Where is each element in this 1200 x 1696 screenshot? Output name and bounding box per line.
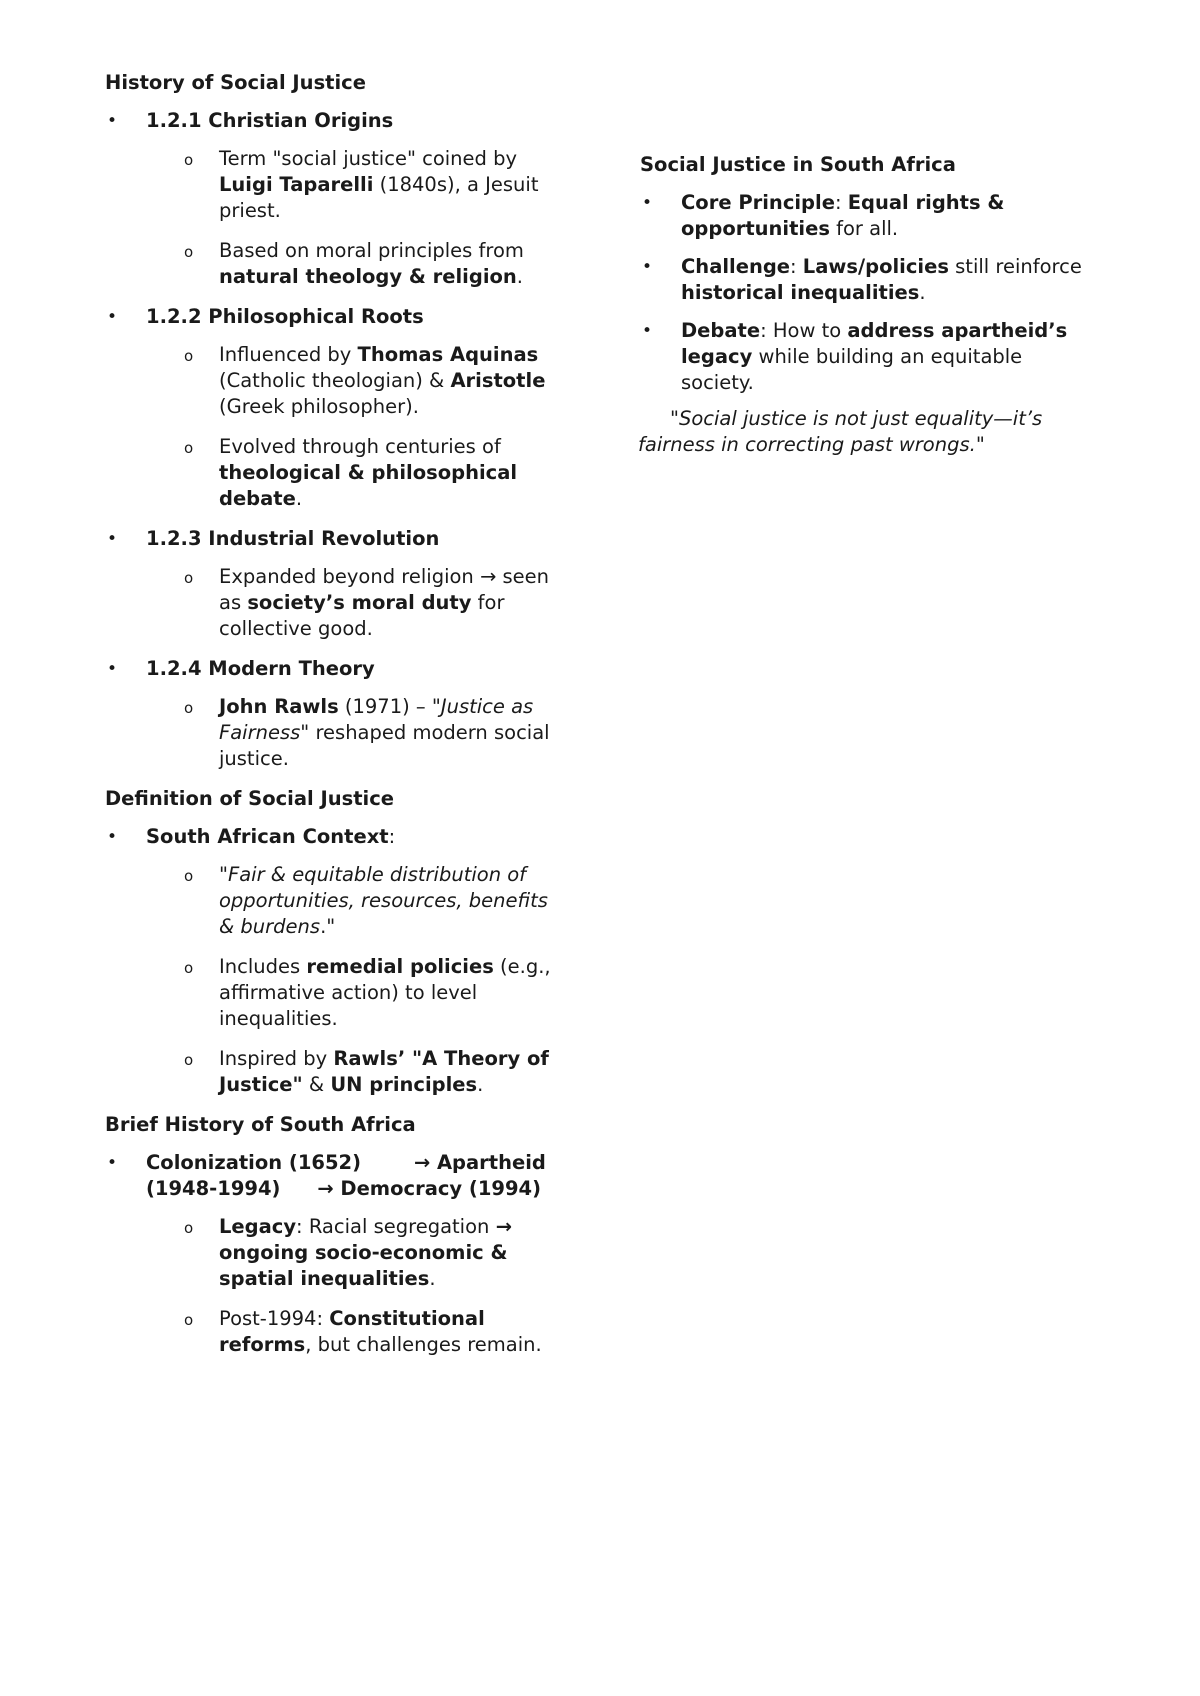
emphasis: Legacy xyxy=(219,1215,297,1238)
sa-list xyxy=(640,190,1120,396)
emphasis: Thomas Aquinas xyxy=(357,343,539,366)
emphasis: UN principles xyxy=(330,1073,478,1096)
text: . xyxy=(477,1073,484,1096)
text: " xyxy=(219,863,228,886)
sub-list-item xyxy=(105,1046,575,1098)
sub-bullet-icon: o xyxy=(184,1051,194,1069)
sub-bullet-icon: o xyxy=(184,569,194,587)
bullet-icon: • xyxy=(642,257,653,277)
sub-list xyxy=(146,694,575,772)
section-title-brief-history: Brief History of South Africa xyxy=(105,1113,416,1136)
text: while building an equitable society. xyxy=(681,345,1023,394)
text: Influenced by xyxy=(219,343,358,366)
bullet-icon: • xyxy=(642,321,653,341)
item-title: 1.2.2 Philosophical Roots xyxy=(146,305,424,328)
text: . xyxy=(429,1267,436,1290)
sub-list-item xyxy=(105,434,575,512)
item-title: South African Context xyxy=(146,825,389,848)
text: : How to xyxy=(760,319,848,342)
text: , but challenges remain. xyxy=(305,1333,542,1356)
sub-list xyxy=(146,146,575,290)
emphasis: natural theology & religion xyxy=(219,265,517,288)
item-title: 1.2.4 Modern Theory xyxy=(146,657,375,680)
text: . xyxy=(295,487,303,510)
section-title-definition: Definition of Social Justice xyxy=(105,787,395,810)
text: (1971) – " xyxy=(338,695,441,718)
text: still reinforce xyxy=(948,255,1082,278)
list-item xyxy=(640,254,1120,306)
text: . xyxy=(516,265,523,288)
bullet-icon: • xyxy=(107,111,118,131)
sub-list-item xyxy=(105,564,575,642)
label: Debate xyxy=(681,319,761,342)
list-item xyxy=(105,526,575,642)
emphasis: society’s moral duty xyxy=(247,591,472,614)
sub-list-item xyxy=(105,1306,575,1358)
sub-list-item xyxy=(105,146,575,224)
emphasis: address apartheid’s legacy xyxy=(681,319,1068,368)
sub-bullet-icon: o xyxy=(184,867,194,885)
text: Based on moral principles from xyxy=(219,239,524,262)
emphasis: Constitutional reforms xyxy=(219,1307,485,1356)
text: (Greek philosopher). xyxy=(219,395,419,418)
emphasis: Luigi Taparelli xyxy=(219,173,374,196)
emphasis: Equal rights & opportunities xyxy=(681,191,1005,240)
bullet-icon: • xyxy=(642,193,653,213)
text: : xyxy=(388,825,396,848)
text: : xyxy=(834,191,848,214)
text: Inspired by xyxy=(219,1047,334,1070)
timeline-democracy: → Democracy (1994) xyxy=(310,1177,542,1200)
sub-bullet-icon: o xyxy=(184,151,194,169)
sub-list-item xyxy=(105,954,575,1032)
italic-quote: Fair & equitable distribution of opportunities, resources, benefits & burdens xyxy=(219,863,548,938)
sub-bullet-icon: o xyxy=(184,1311,194,1329)
bullet-icon: • xyxy=(107,659,118,679)
right-column xyxy=(640,152,1120,458)
text: Includes xyxy=(219,955,307,978)
text: : xyxy=(790,255,803,278)
definition-list xyxy=(105,824,575,1098)
sub-list-item xyxy=(105,238,575,290)
sub-list-item xyxy=(105,1214,575,1292)
emphasis: John Rawls xyxy=(219,695,339,718)
brief-history-list xyxy=(105,1150,575,1358)
list-item xyxy=(105,304,575,512)
sub-list-item xyxy=(105,342,575,420)
sub-list xyxy=(146,342,575,512)
text: Expanded beyond religion → seen as xyxy=(219,565,550,614)
sub-bullet-icon: o xyxy=(184,243,194,261)
item-title xyxy=(146,1150,546,1202)
section-title-history: History of Social Justice xyxy=(105,71,366,94)
sub-bullet-icon: o xyxy=(184,347,194,365)
history-list xyxy=(105,108,575,772)
text: & xyxy=(302,1073,331,1096)
sub-list-item xyxy=(105,694,575,772)
bullet-icon: • xyxy=(107,827,118,847)
bullet-icon: • xyxy=(107,529,118,549)
timeline-colonization: Colonization (1652) xyxy=(146,1151,362,1174)
item-title: 1.2.1 Christian Origins xyxy=(146,109,394,132)
text: ." xyxy=(320,915,336,938)
emphasis: Laws/policies xyxy=(802,255,949,278)
italic-title: Justice as Fairness xyxy=(219,695,534,744)
left-column xyxy=(105,70,575,1372)
list-item xyxy=(640,190,1120,242)
emphasis: Aristotle xyxy=(450,369,546,392)
section-title-sa: Social Justice in South Africa xyxy=(640,153,956,176)
list-item xyxy=(105,656,575,772)
text: . xyxy=(919,281,926,304)
list-item xyxy=(105,1150,575,1358)
emphasis: → ongoing socio-economic & spatial inequalities xyxy=(219,1215,512,1290)
text: " reshaped modern social justice. xyxy=(219,721,550,770)
text: (Catholic theologian) & xyxy=(219,369,451,392)
closing-quote: "Social justice is not just equality—it’s fairness in correcting past wrongs." xyxy=(638,407,1043,456)
sub-list xyxy=(146,862,575,1098)
list-item xyxy=(105,108,575,290)
label: Challenge xyxy=(681,255,791,278)
emphasis: theological & philosophical debate xyxy=(219,461,518,510)
sub-bullet-icon: o xyxy=(184,959,194,977)
text: (e.g., affirmative action) to level inequalities. xyxy=(219,955,551,1030)
text: Term "social justice" coined by xyxy=(219,147,518,170)
bullet-icon: • xyxy=(107,1153,118,1173)
sub-bullet-icon: o xyxy=(184,699,194,717)
list-item xyxy=(640,318,1120,396)
text: for collective good. xyxy=(219,591,505,640)
text: (1840s), a Jesuit priest. xyxy=(219,173,539,222)
sub-list xyxy=(146,1214,575,1358)
sub-list-item xyxy=(105,862,575,940)
item-title: 1.2.3 Industrial Revolution xyxy=(146,527,440,550)
sub-bullet-icon: o xyxy=(184,1219,194,1237)
emphasis: Rawls’ "A Theory of Justice" xyxy=(219,1047,549,1096)
sub-list xyxy=(146,564,575,642)
text: for all. xyxy=(829,217,899,240)
text: Evolved through centuries of xyxy=(219,435,501,458)
bullet-icon: • xyxy=(107,307,118,327)
text: Post-1994: xyxy=(219,1307,330,1330)
timeline-apartheid: → Apartheid (1948-1994) xyxy=(146,1151,546,1200)
emphasis: remedial policies xyxy=(306,955,494,978)
emphasis: historical inequalities xyxy=(681,281,920,304)
label: Core Principle xyxy=(681,191,835,214)
text: : Racial segregation xyxy=(296,1215,496,1238)
sub-bullet-icon: o xyxy=(184,439,194,457)
list-item xyxy=(105,824,575,1098)
